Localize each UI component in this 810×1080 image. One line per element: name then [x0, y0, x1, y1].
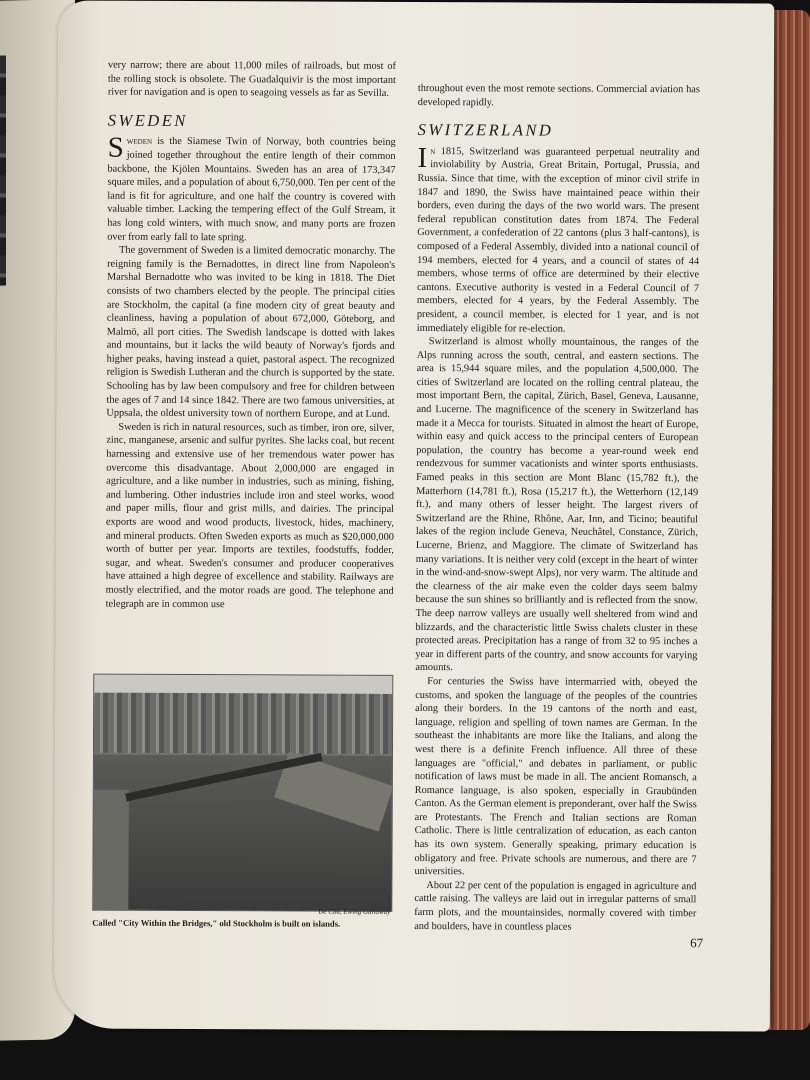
- switzerland-dropcap: I: [417, 141, 428, 174]
- spain-continuation-text: very narrow; there are about 11,000 miles of railroads, but most of the rolling stock is obsolete. The Guadalquivir is the most important river for navigation and is open to seagoing vessels as far as Sevilla.: [107, 59, 396, 100]
- switzerland-paragraph-3: For centuries the Swiss have intermarried with, obeyed the customs, and spoken the language of the peoples of the countries along their borders. In the 19 cantons of the north and east, language, religion and spelling of town names are German. In the southeast the inhabitants are more like the Italians, and along the west there is a definite French influence. All three of these languages are "official," and debates in parliament, or public notification of laws must be made in all. The ancient Romansch, a Romance language, is also spoken, especially in Graubünden Canton. As the German element is preponderant, over half the Swiss are Protestants. The French and Italian sections are Roman Catholic. There is little centralization of education, as each canton has its own system. Generally speaking, primary education is obligatory and free. Private schools are numerous, and there are 7 universities.: [414, 675, 698, 878]
- left-text-column: [106, 59, 396, 612]
- sweden-continuation-text: throughout even the most remote sections. Commercial aviation has developed rapidly.: [417, 83, 700, 108]
- switzerland-paragraph-1-text: 1815, Switzerland was guaranteed perpetual neutrality and inviolability by Austria, Great Britain, Portugal, Prussia, and Russia. Since that time, with the exception of minor civil strife in 1847 and 1890, the Swiss have maintained peace within their borders, even during the days of the two world wars. The present federal republican constitution dates from 1874. The Federal Government, a confederation of 22 cantons (plus 3 half-cantons), is composed of a Federal Assembly, divided into a national council of 194 members, elected for 4 years, and a council of states of 44 members, whose terms of office are determined by their elective cantons. Executive authority is vested in a Federal Council of 7 members, elected for 4 years, by the Federal Assembly. The president, a council member, is elected for 1 year, and is not immediately eligible for re-election.: [416, 145, 700, 335]
- stockholm-photo: [92, 674, 393, 912]
- switzerland-paragraph-1: [416, 141, 700, 337]
- sweden-lead-word: weden: [126, 136, 153, 148]
- switzerland-lead-word: n: [430, 145, 436, 157]
- photo-credit: De Cou, Ewing Galloway: [318, 907, 391, 916]
- switzerland-heading: SWITZERLAND: [417, 120, 554, 140]
- sweden-heading: SWEDEN: [107, 110, 188, 130]
- right-text-column: [414, 82, 700, 934]
- book-page: [54, 0, 774, 1031]
- sweden-paragraph-1-text: is the Siamese Twin of Norway, both countries being joined together throughout the entire length of their common backbone, the Kjölen Mountains. Sweden has an area of 173,347 square miles, and a population of about 6,750,000. Ten per cent of the land is fit for agriculture, and one half the country is covered with valuable timber. Lacking the tempering effect of the Gulf Stream, it has long cold winters, with much snow, and many ports are frozen over from early fall to late spring.: [107, 136, 396, 243]
- photo-city-skyline: [94, 693, 392, 754]
- sweden-paragraph-3: Sweden is rich in natural resources, such as timber, iron ore, silver, zinc, manganese, arsenic and sulfur pyrites. She lacks coal, but recent harnessing and extensive use of her tremendous water power has overcome this disadvantage. About 2,000,000 are engaged in agriculture, and a like number in industries, such as mining, fishing, and lumbering. Other industries include iron and steel works, wood and paper mills, flour and grist mills, and dairies. The principal exports are wood and wood products, livestock, hides, machinery, and mineral products. Often Sweden exports as much as $20,000,000 worth of butter per year. Imports are textiles, foodstuffs, fodder, sugar, and wheat. Sweden's consumer and producer cooperatives have attained a high degree of excellence and stability. Railways are mostly electrified, and the motor roads are good. The telephone and telegraph are in common use: [105, 421, 395, 610]
- page-number: 67: [690, 935, 704, 951]
- photo-caption: Called "City Within the Bridges," old Stockholm is built on islands.: [92, 917, 341, 929]
- sweden-dropcap: S: [107, 132, 124, 165]
- sweden-paragraph-2: The government of Sweden is a limited democratic monarchy. The reigning family is the Bernadottes, in direct line from Napoleon's Marshal Bernadotte who was invited to be king in 1818. The Diet consists of two chambers elected by the people. The principal cities are Stockholm, the capital (a fine modern city of great beauty and cleanliness, having a population of about 672,000, Göteborg, and Malmö, all port cities. The Swedish landscape is dotted with lakes and mountains, but it lacks the wild beauty of Norway's fjords and higher peaks, having instead a quiet, pastoral aspect. The recognized religion is Swedish Lutheran and the church is supported by the state. Schooling has by law been compulsory and free for children between the ages of 7 and 14 since 1842. There are two famous universities, at Uppsala, the oldest university town of northern Europe, and at Lund.: [106, 244, 396, 421]
- sweden-paragraph-1: [107, 132, 396, 245]
- switzerland-paragraph-2: Switzerland is almost wholly mountainous, the ranges of the Alps running across the south, central, and eastern sections. The area is 15,944 square miles, and the population 4,500,000. The cities of Switzerland are located on the rolling central plateau, the most important Bern, the capital, Zürich, Basel, Geneva, Lausanne, and Lucerne. The magnificence of the scenery in Switzerland has made it a Mecca for tourists. Situated in almost the heart of Europe, within easy and quick access to the principal centers of European population, the country has become a year-round week end rendezvous for summer vacationists and winter sports enthusiasts. Famed peaks in this section are Mont Blanc (15,782 ft.), the Matterhorn (14,781 ft.), Rosa (15,217 ft.), the Wetterhorn (12,149 ft.), and many others of lesser height. The largest rivers of Switzerland are the Rhine, Rhône, Aar, Inn, and Ticino; beautiful lakes of the region include Geneva, Neuchâtel, Constance, Zürich, Lucerne, Brienz, and Maggiore. The climate of Switzerland has many variations. It is neither very cold (except in the heart of winter in the wind-and-snow-swept Alps), nor very warm. The altitude and the clearness of the air make even the colder days seem balmy because the sun shines so brilliantly and is reflected from the snow. The deep narrow valleys are usually well sheltered from wind and blizzards, and the characteristic little Swiss chalets cluster in these protected areas. Precipitation has a range of from 32 to 95 inches a year in different parts of the country, and snow accounts for varying amounts.: [415, 336, 699, 674]
- switzerland-paragraph-4: About 22 per cent of the population is engaged in agriculture and cattle raising. The valleys are laid out in irregular patterns of small farm plots, and the mountainsides, normally covered with timber and boulders, have in countless places: [414, 879, 697, 933]
- left-page-photo-edge: [0, 55, 6, 285]
